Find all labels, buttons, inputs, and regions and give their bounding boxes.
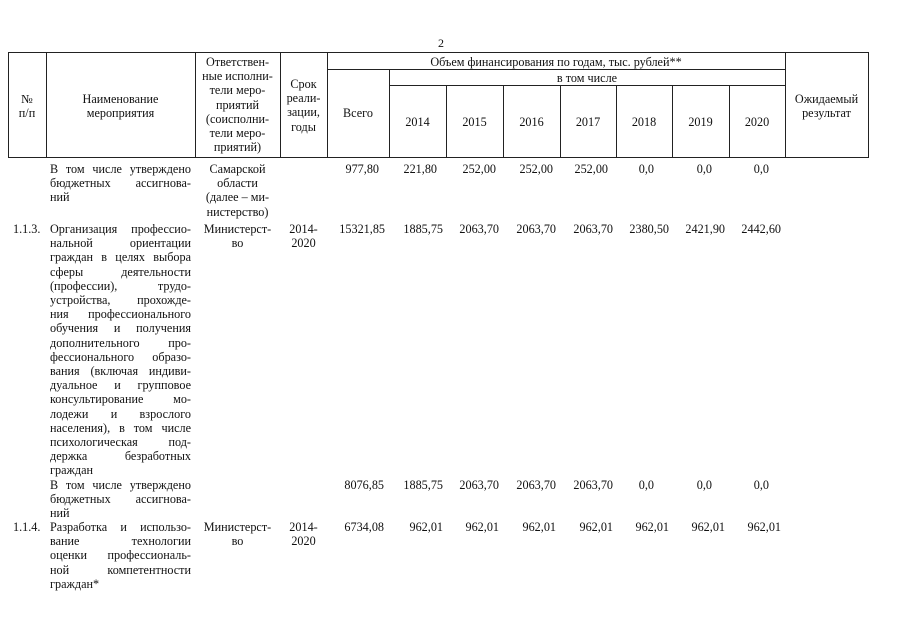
row-2017: 2063,70: [573, 222, 613, 236]
row-name: В том числе утверждено бюджетных ассигнова- ний: [50, 162, 191, 205]
row-2020: 962,01: [747, 520, 781, 534]
row-2016: 2063,70: [516, 478, 556, 492]
row-2016: 252,00: [519, 162, 553, 176]
row-name: В том числе утверждено бюджетных ассигнова- ний: [50, 478, 191, 521]
col-line-13: [868, 52, 869, 158]
header-top-line: [8, 52, 868, 53]
row-2014: 1885,75: [403, 478, 443, 492]
row-2014: 221,80: [403, 162, 437, 176]
header-funding-title: Объем финансирования по годам, тыс. рублей**: [430, 55, 682, 69]
header-year-2018: 2018: [631, 115, 657, 129]
row-2016: 2063,70: [516, 222, 556, 236]
row-2018: 2380,50: [629, 222, 669, 236]
row-term: 2014- 2020: [289, 222, 318, 251]
row-total: 977,80: [345, 162, 379, 176]
header-col-responsible: Ответствен- ные исполни- тели меро- приятий (соисполни- тели меро- приятий): [202, 55, 273, 155]
header-total: Всего: [343, 106, 373, 120]
header-year-2014: 2014: [405, 115, 430, 129]
row-responsible: Министерст- во: [203, 222, 272, 251]
header-year-2016: 2016: [519, 115, 544, 129]
row-2019: 0,0: [696, 478, 712, 492]
header-col-no: № п/п: [18, 92, 36, 121]
header-bottom-line: [8, 157, 868, 158]
row-2018: 0,0: [638, 478, 654, 492]
row-2015: 962,01: [465, 520, 499, 534]
row-2014: 1885,75: [403, 222, 443, 236]
row-number: 1.1.3.: [13, 222, 41, 236]
row-2017: 252,00: [574, 162, 608, 176]
row-total: 15321,85: [339, 222, 385, 236]
row-2015: 2063,70: [459, 478, 499, 492]
row-responsible: Самарской области (далее – ми- нистерство): [205, 162, 270, 219]
row-2016: 962,01: [522, 520, 556, 534]
row-name: Разработка и использо- вание технологии оценки профессиональ- ной компетентности граждан*: [50, 520, 191, 591]
header-year-2015: 2015: [462, 115, 487, 129]
row-2014: 962,01: [409, 520, 443, 534]
row-2019: 0,0: [696, 162, 712, 176]
row-2020: 0,0: [753, 478, 769, 492]
header-col-result: Ожидаемый результат: [794, 92, 859, 121]
row-total: 8076,85: [344, 478, 384, 492]
row-responsible: Министерст- во: [203, 520, 272, 549]
row-2015: 252,00: [462, 162, 496, 176]
row-2017: 2063,70: [573, 478, 613, 492]
header-col-term: Срок реали- зации, годы: [286, 77, 321, 134]
row-2019: 962,01: [691, 520, 725, 534]
row-2017: 962,01: [579, 520, 613, 534]
row-2019: 2421,90: [685, 222, 725, 236]
row-2018: 0,0: [638, 162, 654, 176]
header-year-2017: 2017: [575, 115, 601, 129]
header-col-name: Наименование мероприятия: [82, 92, 159, 121]
row-2020: 2442,60: [741, 222, 781, 236]
row-total: 6734,08: [344, 520, 384, 534]
page-number: 2: [438, 36, 444, 50]
row-name: Организация профессио- нальной ориентации граждан в целях выбора сферы деятельности (профессии), трудо- устройства, прохожде- ния профессионального обучения и получения дополнительного про- фессионального образо- вания (включая индиви- дуальное и групповое консультирование мо- лодежи и взрослого населения), в том числе психологическая под- держка безработных граждан: [50, 222, 191, 478]
header-including: в том числе: [556, 71, 618, 85]
row-2020: 0,0: [753, 162, 769, 176]
row-2015: 2063,70: [459, 222, 499, 236]
row-number: 1.1.4.: [13, 520, 41, 534]
row-term: 2014- 2020: [289, 520, 318, 549]
header-year-2019: 2019: [688, 115, 713, 129]
row-2018: 962,01: [635, 520, 669, 534]
header-year-2020: 2020: [744, 115, 770, 129]
